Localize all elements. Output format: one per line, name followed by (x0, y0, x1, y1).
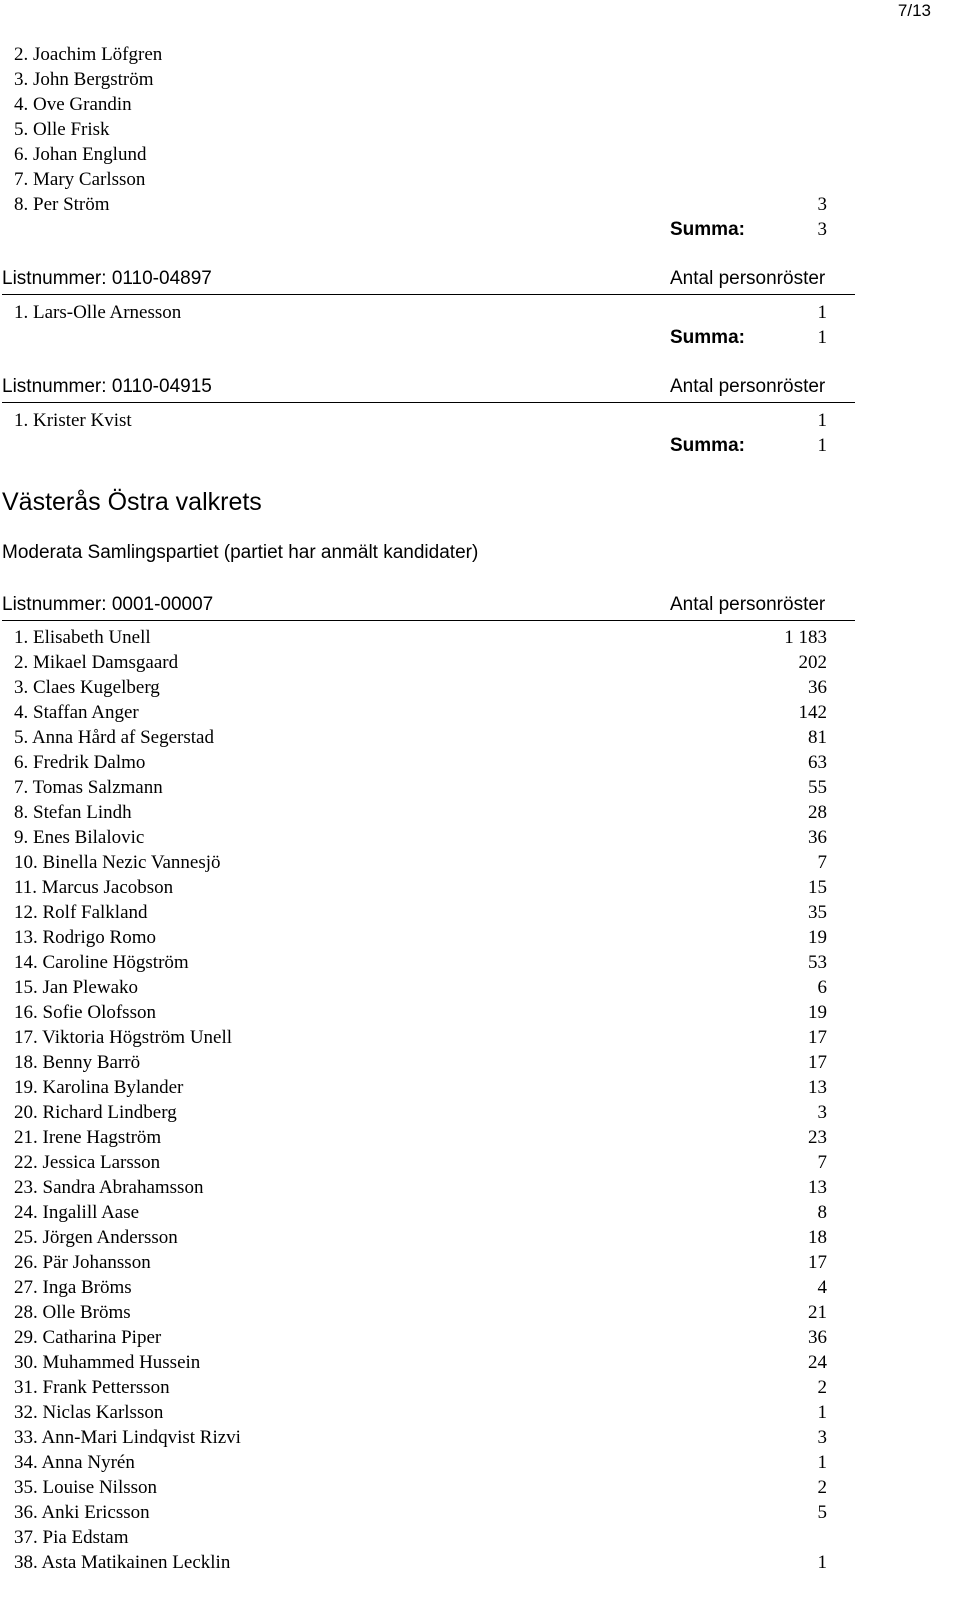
candidate-name: 6. Johan Englund (14, 144, 147, 165)
candidate-name: 3. Claes Kugelberg (14, 677, 160, 698)
candidate-votes: 55 (808, 777, 827, 798)
candidate-votes: 142 (798, 702, 827, 723)
candidate-name: 30. Muhammed Hussein (14, 1352, 201, 1373)
candidate-name: 5. Olle Frisk (14, 119, 110, 140)
candidate-votes: 36 (808, 1327, 827, 1348)
candidate-votes: 36 (808, 827, 827, 848)
list-number-value: 0001-00007 (111, 594, 214, 615)
list-number (2, 592, 213, 617)
candidate-name: 4. Staffan Anger (14, 702, 139, 723)
summa-value: 1 (817, 435, 827, 456)
candidate-name: 35. Louise Nilsson (14, 1477, 158, 1498)
header-rule (2, 402, 855, 403)
candidate-name: 13. Rodrigo Romo (14, 927, 156, 948)
candidate-row (0, 92, 960, 117)
candidate-votes: 18 (808, 1227, 827, 1248)
candidate-row (0, 1550, 960, 1575)
candidate-votes: 23 (808, 1127, 827, 1148)
candidate-row (0, 1250, 960, 1275)
candidate-votes: 17 (808, 1027, 827, 1048)
candidate-name: 1. Lars-Olle Arnesson (14, 302, 182, 323)
candidate-name: 32. Niclas Karlsson (14, 1402, 164, 1423)
candidate-votes: 63 (808, 752, 827, 773)
candidate-name: 7. Tomas Salzmann (14, 777, 163, 798)
candidate-name: 25. Jörgen Andersson (14, 1227, 178, 1248)
candidate-name: 5. Anna Hård af Segerstad (14, 727, 214, 748)
candidate-row (0, 700, 960, 725)
candidate-votes: 81 (808, 727, 827, 748)
candidate-name: 18. Benny Barrö (14, 1052, 141, 1073)
votes-column-header: Antal personröster (670, 594, 826, 615)
candidate-name: 26. Pär Johansson (14, 1252, 151, 1273)
candidate-row (0, 1350, 960, 1375)
candidate-name: 8. Per Ström (14, 194, 110, 215)
candidate-name: 16. Sofie Olofsson (14, 1002, 156, 1023)
list-header (0, 374, 960, 399)
candidate-name: 37. Pia Edstam (14, 1527, 129, 1548)
summa-value: 1 (817, 327, 827, 348)
candidate-name: 6. Fredrik Dalmo (14, 752, 146, 773)
candidate-name: 34. Anna Nyrén (14, 1452, 135, 1473)
candidate-row (0, 1125, 960, 1150)
candidate-row (0, 167, 960, 192)
candidate-row (0, 1275, 960, 1300)
candidate-row (0, 1500, 960, 1525)
party-heading: Moderata Samlingspartiet (partiet har anmält kandidater) (2, 542, 479, 563)
candidate-votes: 17 (808, 1252, 827, 1273)
candidate-name: 36. Anki Ericsson (14, 1502, 150, 1523)
candidate-row (0, 1300, 960, 1325)
votes-column-header: Antal personröster (670, 268, 826, 289)
candidate-row (0, 1075, 960, 1100)
summa-row (0, 433, 960, 458)
summa-row (0, 217, 960, 242)
candidate-name: 20. Richard Lindberg (14, 1102, 177, 1123)
summa-row (0, 325, 960, 350)
candidate-votes: 1 (817, 1452, 827, 1473)
list-header (0, 266, 960, 291)
summa-value: 3 (817, 219, 827, 240)
candidate-row (0, 775, 960, 800)
list-number (2, 266, 212, 291)
candidate-name: 2. Joachim Löfgren (14, 44, 163, 65)
candidate-votes: 15 (808, 877, 827, 898)
list-number-label: Listnummer: (2, 594, 107, 615)
candidate-votes: 17 (808, 1052, 827, 1073)
candidate-name: 4. Ove Grandin (14, 94, 132, 115)
candidate-votes: 53 (808, 952, 827, 973)
candidate-row (0, 192, 960, 217)
candidate-name: 3. John Bergström (14, 69, 154, 90)
candidate-name: 8. Stefan Lindh (14, 802, 132, 823)
candidate-row (0, 625, 960, 650)
candidate-row (0, 1425, 960, 1450)
candidate-name: 14. Caroline Högström (14, 952, 189, 973)
candidate-name: 9. Enes Bilalovic (14, 827, 145, 848)
candidate-row (0, 875, 960, 900)
candidate-row (0, 1325, 960, 1350)
list-number-value: 0110-04897 (111, 268, 212, 289)
candidate-name: 15. Jan Plewako (14, 977, 139, 998)
candidate-name: 1. Elisabeth Unell (14, 627, 151, 648)
candidate-votes: 7 (817, 852, 827, 873)
candidate-row (0, 42, 960, 67)
list-number (2, 374, 212, 399)
list-number-label: Listnummer: (2, 376, 107, 397)
candidate-votes: 3 (817, 1102, 827, 1123)
summa-label: Summa: (670, 435, 745, 456)
candidate-name: 29. Catharina Piper (14, 1327, 162, 1348)
candidate-votes: 19 (808, 1002, 827, 1023)
candidate-name: 38. Asta Matikainen Lecklin (14, 1552, 231, 1573)
candidate-row (0, 1525, 960, 1550)
candidate-votes: 13 (808, 1077, 827, 1098)
candidate-name: 31. Frank Pettersson (14, 1377, 170, 1398)
page-number: 7/13 (897, 1, 931, 20)
candidate-row (0, 1025, 960, 1050)
candidate-row (0, 67, 960, 92)
candidate-row (0, 1050, 960, 1075)
candidate-row (0, 750, 960, 775)
header-rule (2, 620, 855, 621)
candidate-votes: 8 (817, 1202, 827, 1223)
candidate-name: 28. Olle Bröms (14, 1302, 131, 1323)
candidate-name: 33. Ann-Mari Lindqvist Rizvi (14, 1427, 241, 1448)
candidate-votes: 36 (808, 677, 827, 698)
candidate-row (0, 975, 960, 1000)
candidate-row (0, 1100, 960, 1125)
candidate-row (0, 117, 960, 142)
candidate-row (0, 142, 960, 167)
candidate-votes: 35 (808, 902, 827, 923)
candidate-votes: 3 (817, 1427, 827, 1448)
candidate-row (0, 1200, 960, 1225)
candidate-name: 27. Inga Bröms (14, 1277, 132, 1298)
candidate-votes: 1 (817, 410, 827, 431)
candidate-name: 21. Irene Hagström (14, 1127, 162, 1148)
candidate-row (0, 1150, 960, 1175)
candidate-votes: 3 (817, 194, 827, 215)
candidate-votes: 19 (808, 927, 827, 948)
candidate-row (0, 1475, 960, 1500)
candidate-row (0, 1225, 960, 1250)
candidate-name: 19. Karolina Bylander (14, 1077, 184, 1098)
list-number-value: 0110-04915 (111, 376, 212, 397)
list-header (0, 592, 960, 617)
summa-label: Summa: (670, 219, 745, 240)
candidate-votes: 2 (817, 1377, 827, 1398)
candidate-row (0, 725, 960, 750)
candidate-votes: 1 (817, 302, 827, 323)
header-rule (2, 294, 855, 295)
candidate-row (0, 1400, 960, 1425)
candidate-votes: 24 (808, 1352, 827, 1373)
candidate-votes: 28 (808, 802, 827, 823)
candidate-name: 22. Jessica Larsson (14, 1152, 161, 1173)
candidate-votes: 7 (817, 1152, 827, 1173)
candidate-row (0, 1375, 960, 1400)
candidate-row (0, 1450, 960, 1475)
candidate-row (0, 900, 960, 925)
candidate-row (0, 675, 960, 700)
candidate-name: 12. Rolf Falkland (14, 902, 148, 923)
candidate-row (0, 950, 960, 975)
candidate-row (0, 925, 960, 950)
candidate-votes: 2 (817, 1477, 827, 1498)
candidate-votes: 6 (817, 977, 827, 998)
list-number-label: Listnummer: (2, 268, 107, 289)
candidate-row (0, 800, 960, 825)
candidate-name: 11. Marcus Jacobson (14, 877, 174, 898)
candidate-row (0, 850, 960, 875)
candidate-name: 24. Ingalill Aase (14, 1202, 140, 1223)
candidate-votes: 21 (808, 1302, 827, 1323)
candidate-votes: 5 (817, 1502, 827, 1523)
candidate-votes: 4 (817, 1277, 827, 1298)
votes-column-header: Antal personröster (670, 376, 826, 397)
candidate-name: 7. Mary Carlsson (14, 169, 146, 190)
candidate-row (0, 825, 960, 850)
candidate-votes: 13 (808, 1177, 827, 1198)
summa-label: Summa: (670, 327, 745, 348)
candidate-name: 17. Viktoria Högström Unell (14, 1027, 233, 1048)
candidate-name: 2. Mikael Damsgaard (14, 652, 179, 673)
candidate-votes: 1 (817, 1402, 827, 1423)
candidate-votes: 1 (817, 1552, 827, 1573)
candidate-row (0, 650, 960, 675)
candidate-votes: 202 (798, 652, 827, 673)
candidate-name: 23. Sandra Abrahamsson (14, 1177, 204, 1198)
candidate-votes: 1 183 (784, 627, 827, 648)
district-heading: Västerås Östra valkrets (2, 488, 262, 516)
candidate-name: 1. Krister Kvist (14, 410, 132, 431)
candidate-row (0, 1000, 960, 1025)
candidate-row (0, 408, 960, 433)
candidate-row (0, 300, 960, 325)
candidate-row (0, 1175, 960, 1200)
candidate-name: 10. Binella Nezic Vannesjö (14, 852, 221, 873)
